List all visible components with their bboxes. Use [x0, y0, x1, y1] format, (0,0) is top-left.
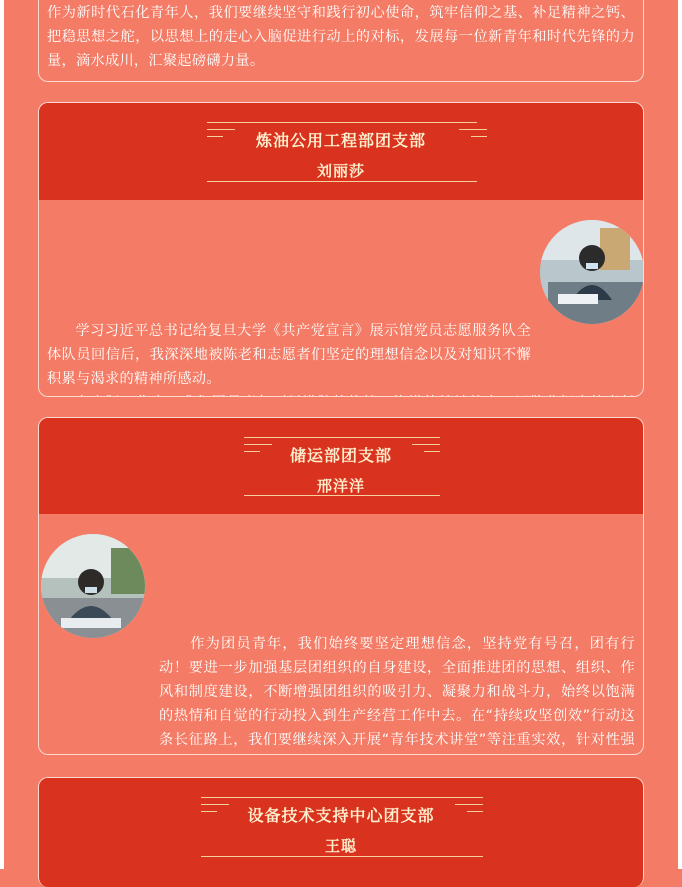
section-card-2 — [38, 417, 644, 755]
section-header-3 — [39, 778, 643, 887]
section-title: 炼油公用工程部团支部 — [255, 131, 426, 150]
section-paragraph-2 — [47, 391, 635, 397]
member-name: 刘丽莎 — [316, 162, 365, 180]
member-name: 王聪 — [324, 837, 357, 855]
page-edge-left — [0, 0, 4, 869]
header-bottom-line — [207, 181, 477, 182]
member-photo — [41, 534, 145, 638]
header-top-line — [207, 122, 477, 123]
section-paragraph-1: 作为团员青年，我们始终要坚定理想信念，坚持党有号召，团有行动！要进一步加强基层团组织的自身建设，全面推进团的思想、组织、作风和制度建设，不断增强团组织的吸引力、凝聚力和战斗力，始终以饱满的热情和自觉的行动投入到生产经营工作中去。在“持续攻坚创效”行动这条长征路上，我们要继续深入开展“青年技术讲堂”等注重实效，针对性强 — [159, 636, 635, 748]
section-paragraph-1: 学习习近平总书记给复旦大学《共产党宣言》展示馆党员志愿服务队全体队员回信后，我深深地被陈老和志愿者们坚定的理想信念以及对知识不懈积累与渴求的精神所感动。 — [47, 323, 531, 387]
member-name: 邢洋洋 — [316, 477, 365, 495]
section-card-1 — [38, 102, 644, 397]
header-bottom-line — [201, 856, 483, 857]
member-photo — [540, 220, 644, 324]
photo-spacer — [47, 632, 159, 732]
section-header-2 — [39, 418, 643, 514]
header-top-line — [201, 797, 483, 798]
page-edge-right — [678, 0, 682, 869]
header-top-line — [244, 437, 440, 438]
section-card-3 — [38, 777, 644, 887]
section-header-1 — [39, 103, 643, 200]
section-title: 储运部团支部 — [289, 446, 392, 465]
intro-paragraph: 作为新时代石化青年人，我们要继续坚守和践行初心使命，筑牢信仰之基、补足精神之钙、把稳思想之舵，以思想上的走心入脑促进行动上的对标，发展每一位新青年和时代先锋的力量，滴水成川，汇聚起磅礴力量。 — [47, 5, 635, 69]
header-bottom-line — [244, 495, 440, 496]
intro-card — [38, 0, 644, 82]
section-title: 设备技术支持中心团支部 — [247, 806, 435, 825]
